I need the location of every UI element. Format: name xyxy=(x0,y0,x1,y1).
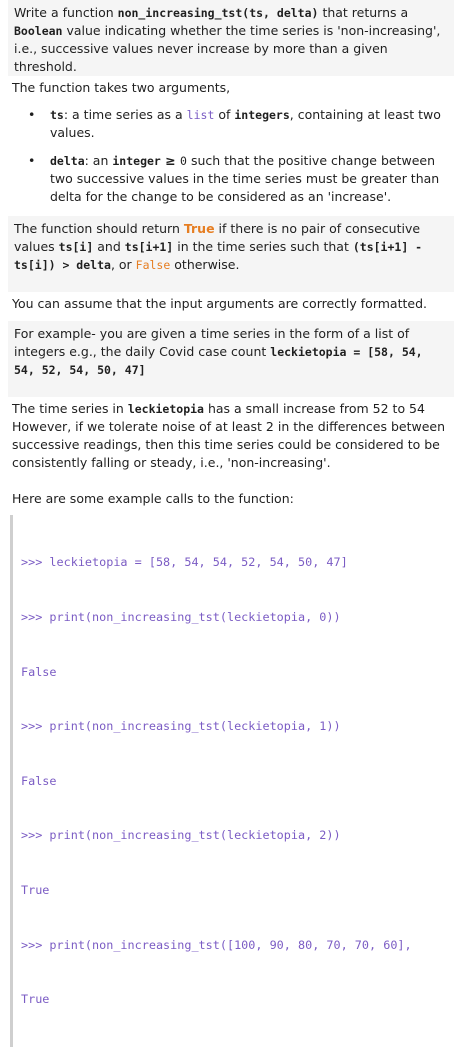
arg-text: such that the positive change between two successive values in the time series must be greater than delta for the change to be considered as an 'increase'. xyxy=(50,153,440,204)
example-block xyxy=(8,321,454,397)
code-ts-i: ts[i] xyxy=(58,240,94,254)
example-code: leckietopia = [58, 54, 54, 52, 54, 50, 47] xyxy=(14,345,423,377)
arg-type: list xyxy=(186,108,215,122)
code-output: False xyxy=(21,773,57,788)
code-line: >>> leckietopia = [58, 54, 54, 52, 54, 50, 47] xyxy=(21,555,348,570)
code-output: True xyxy=(21,992,50,1007)
arg-ts xyxy=(12,106,450,142)
arg-text: of xyxy=(214,107,235,122)
bullet-icon: • xyxy=(28,107,36,122)
explain-block xyxy=(12,400,450,472)
example-paragraph xyxy=(14,325,448,379)
arg-name: ts xyxy=(50,108,64,122)
explain-paragraph xyxy=(12,400,450,472)
code-line: >>> print(non_increasing_tst(leckietopia, 2)) xyxy=(21,828,341,843)
code-block xyxy=(10,515,456,1047)
return-text: The function should return xyxy=(14,221,180,236)
arg-text: , containing at least two values. xyxy=(50,107,441,140)
arg-text: ≥ xyxy=(160,153,181,168)
arg-type: integers xyxy=(234,108,290,122)
arg-type: 0 xyxy=(180,154,187,168)
args-heading: The function takes two arguments, xyxy=(12,80,231,95)
return-text: , or xyxy=(110,257,132,272)
explain-var: leckietopia xyxy=(127,402,204,416)
arg-delta xyxy=(12,152,450,206)
intro-text-1: Write a function xyxy=(14,5,114,20)
boolean-keyword: Boolean xyxy=(14,24,63,38)
function-signature: non_increasing_tst(ts, delta) xyxy=(117,6,319,20)
assume-text: You can assume that the input arguments are correctly formatted. xyxy=(12,296,427,311)
code-output: False xyxy=(21,664,57,679)
return-text: if there is no pair of consecutive values xyxy=(14,221,421,254)
arg-name: delta xyxy=(50,154,85,168)
code-condition: (ts[i+1] - ts[i]) > delta xyxy=(14,240,423,272)
code-line: >>> print(non_increasing_tst(leckietopia, 0)) xyxy=(21,610,341,625)
false-keyword: False xyxy=(135,258,171,272)
intro-paragraph xyxy=(14,4,448,76)
return-block xyxy=(8,216,454,292)
code-line: >>> print(non_increasing_tst(leckietopia, 1)) xyxy=(21,719,341,734)
example-text: For example- you are given a time series in the form of a list of integers e.g., the daily Covid case count xyxy=(14,326,410,359)
arg-text: : a time series as a xyxy=(63,107,187,122)
return-text: in the time series such that xyxy=(177,239,349,254)
arg-type: integer xyxy=(112,154,161,168)
explain-text: has a small increase from 52 to 54 However, if we tolerate noise of at least 2 in the differences between successive readings, then this time series could be considered to be consistently falling or steady, i.e., 'non-increasing'. xyxy=(12,401,446,470)
args-list xyxy=(12,106,450,206)
intro-text-2: that returns a xyxy=(322,5,409,20)
true-keyword: True xyxy=(183,221,215,236)
code-output: True xyxy=(21,883,50,898)
code-ts-i1: ts[i+1] xyxy=(124,240,174,254)
bullet-icon: • xyxy=(28,153,36,168)
intro-text-3: value indicating whether the time series is 'non-increasing', i.e., successive values never increase by more than a given threshold. xyxy=(14,23,441,74)
return-text: and xyxy=(97,239,121,254)
arg-text: : an xyxy=(84,153,113,168)
return-text: otherwise. xyxy=(174,257,240,272)
code-line: >>> print(non_increasing_tst([100, 90, 80, 70, 70, 60], xyxy=(21,937,412,952)
return-paragraph xyxy=(14,220,448,274)
intro-block xyxy=(8,0,454,76)
explain-text: The time series in xyxy=(12,401,124,416)
calls-heading: Here are some example calls to the function: xyxy=(12,491,294,506)
